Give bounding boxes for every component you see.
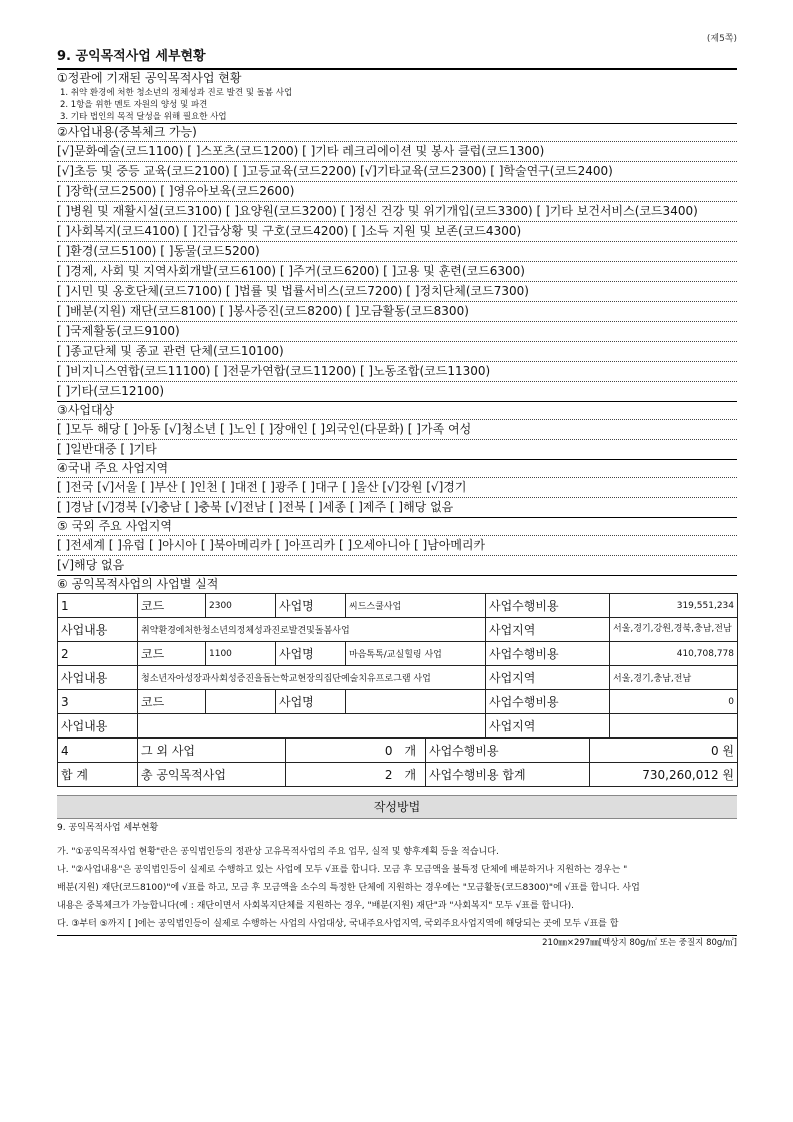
- total-label: 합 계: [58, 763, 138, 787]
- s2-row: [ ]비지니스연합(코드11100) [ ]전문가연합(코드11200) [ ]노동조합(코드11300): [57, 361, 737, 381]
- s5-row: [ ]전세계 [ ]유럽 [ ]아시아 [ ]북아메리카 [ ]아프리카 [ ]오세아니아 [ ]남아메리카: [57, 535, 737, 555]
- s1-item: 2. 1항을 위한 멘토 자원의 양성 및 파견: [60, 100, 208, 110]
- other-count: 0: [286, 739, 396, 763]
- s1-item: 1. 취약 환경에 처한 청소년의 정체성과 진로 발견 및 돌봄 사업: [60, 88, 293, 98]
- form-page: [57, 30, 737, 950]
- table-row: [58, 739, 738, 763]
- s3-row: [ ]일반대중 [ ]기타: [57, 439, 737, 459]
- content-label: 사업내용: [58, 666, 138, 690]
- guide-line: 다. ③부터 ⑤까지 [ ]에는 공익법인등이 실제로 수행하는 사업의 사업대상, 국내주요사업지역, 국외주요사업지역에 해당되는 곳에 모두 √표를 합: [57, 919, 619, 929]
- s3-row: [ ]모두 해당 [ ]아동 [√]청소년 [ ]노인 [ ]장애인 [ ]외국인(다문화) [ ]가족 여성: [57, 419, 737, 439]
- table-row: [58, 666, 738, 690]
- region-value: 서울,경기,강원,경북,충남,전남: [610, 618, 738, 642]
- region-label: 사업지역: [486, 618, 610, 642]
- content-value: 청소년자아성장과사회성증진을돕는학교현장의집단예술치유프로그램 사업: [138, 666, 486, 690]
- s2-row: [ ]경제, 사회 및 지역사회개발(코드6100) [ ]주거(코드6200) [ ]고용 및 훈련(코드6300): [57, 261, 737, 281]
- s4-heading: ④국내 주요 사업지역: [57, 459, 737, 477]
- code-value: [206, 690, 276, 714]
- s4-row: [ ]경남 [√]경북 [√]충남 [ ]충북 [√]전남 [ ]전북 [ ]세종 [ ]제주 [ ]해당 없음: [57, 497, 737, 517]
- code-label: 코드: [138, 690, 206, 714]
- region-value: [610, 714, 738, 738]
- s3-heading: ③사업대상: [57, 401, 737, 419]
- s2-row: [ ]종교단체 및 종교 관련 단체(코드10100): [57, 341, 737, 361]
- row-no: 1: [58, 594, 138, 618]
- cost-value: 319,551,234: [610, 594, 738, 618]
- s6-heading: ⑥ 공익목적사업의 사업별 실적: [57, 575, 737, 593]
- s2-row: [ ]병원 및 재활시설(코드3100) [ ]요양원(코드3200) [ ]정신 건강 및 위기개입(코드3300) [ ]기타 보건서비스(코드3400): [57, 201, 737, 221]
- total-count: 2: [286, 763, 396, 787]
- region-label: 사업지역: [486, 666, 610, 690]
- cost-value: 0: [610, 690, 738, 714]
- cost-label: 사업수행비용: [486, 690, 610, 714]
- name-value: [346, 690, 486, 714]
- content-label: 사업내용: [58, 618, 138, 642]
- s1-item: 3. 기타 법인의 목적 달성을 위해 필요한 사업: [60, 112, 227, 122]
- s2-row: [√]초등 및 중등 교육(코드2100) [ ]고등교육(코드2200) [√]기타교육(코드2300) [ ]학술연구(코드2400): [57, 161, 737, 181]
- guide-line: 나. "②사업내용"은 공익법인등이 실제로 수행하고 있는 사업에 모두 √표를 합니다. 모금 후 모금액을 불특정 단체에 배분하거나 지원하는 경우는 ": [57, 865, 628, 875]
- cost-label: 사업수행비용: [486, 594, 610, 618]
- s2-row: [ ]배분(지원) 재단(코드8100) [ ]봉사증진(코드8200) [ ]모금활동(코드8300): [57, 301, 737, 321]
- table-row: [58, 618, 738, 642]
- region-label: 사업지역: [486, 714, 610, 738]
- cost-label: 사업수행비용: [426, 739, 590, 763]
- s2-row: [ ]시민 및 옹호단체(코드7100) [ ]법률 및 법률서비스(코드7200) [ ]정치단체(코드7300): [57, 281, 737, 301]
- s2-row: [ ]환경(코드5100) [ ]동물(코드5200): [57, 241, 737, 261]
- name-label: 사업명: [276, 594, 346, 618]
- project-table: [57, 593, 738, 738]
- row-no: 3: [58, 690, 138, 714]
- table-row: [58, 690, 738, 714]
- s2-heading: ②사업내용(중복체크 가능): [57, 123, 737, 141]
- unit: 개: [396, 763, 426, 787]
- guide-line: 9. 공익목적사업 세부현황: [57, 823, 159, 833]
- other-label: 그 외 사업: [138, 739, 286, 763]
- s2-row: [ ]사회복지(코드4100) [ ]긴급상황 및 구호(코드4200) [ ]소득 지원 및 보존(코드4300): [57, 221, 737, 241]
- name-value: 마음톡톡/교실힐링 사업: [346, 642, 486, 666]
- guide-line: 내용은 중복체크가 가능합니다(예 : 재단이면서 사회복지단체를 지원하는 경우, "배분(지원) 재단"과 "사회복지" 모두 √표를 합니다).: [57, 901, 574, 911]
- s5-row: [√]해당 없음: [57, 555, 737, 575]
- content-value: 취약환경에처한청소년의정체성과진로발견및돌봄사업: [138, 618, 486, 642]
- region-value: 서울,경기,충남,전남: [610, 666, 738, 690]
- table-row: [58, 642, 738, 666]
- guide-line: 배분(지원) 재단(코드8100)"에 √표를 하고, 모금 후 모금액을 소수의 특정한 단체에 지원하는 경우에는 "모금활동(코드8300)"에 √표를 합니다. 사업: [57, 883, 640, 893]
- total-cost: 730,260,012 원: [590, 763, 738, 787]
- cost-value: 410,708,778: [610, 642, 738, 666]
- cost-label: 사업수행비용: [486, 642, 610, 666]
- content-value: [138, 714, 486, 738]
- unit: 개: [396, 739, 426, 763]
- s2-row: [ ]국제활동(코드9100): [57, 321, 737, 341]
- code-value: 1100: [206, 642, 276, 666]
- table-row: [58, 594, 738, 618]
- name-value: 씨드스쿨사업: [346, 594, 486, 618]
- s1-heading: ①정관에 기재된 공익목적사업 현황: [57, 71, 242, 85]
- total-desc: 총 공익목적사업: [138, 763, 286, 787]
- s5-heading: ⑤ 국외 주요 사업지역: [57, 517, 737, 535]
- row-no: 2: [58, 642, 138, 666]
- s4-row: [ ]전국 [√]서울 [ ]부산 [ ]인천 [ ]대전 [ ]광주 [ ]대구 [ ]울산 [√]강원 [√]경기: [57, 477, 737, 497]
- table-row: [58, 714, 738, 738]
- s2-row: [ ]기타(코드12100): [57, 381, 737, 401]
- name-label: 사업명: [276, 690, 346, 714]
- paper-spec: 210㎜×297㎜[백상지 80g/㎡ 또는 중질지 80g/㎡]: [57, 935, 737, 950]
- s2-row: [√]문화예술(코드1100) [ ]스포츠(코드1200) [ ]기타 레크리에이션 및 봉사 클럽(코드1300): [57, 141, 737, 161]
- summary-table: [57, 738, 738, 787]
- guide-line: 가. "①공익목적사업 현황"란은 공익법인등의 정관상 고유목적사업의 주요 업무, 실적 및 향후계획 등을 적습니다.: [57, 847, 499, 857]
- code-value: 2300: [206, 594, 276, 618]
- code-label: 코드: [138, 642, 206, 666]
- s2-row: [ ]장학(코드2500) [ ]영유아보육(코드2600): [57, 181, 737, 201]
- guide-header: 작성방법: [57, 795, 737, 819]
- code-label: 코드: [138, 594, 206, 618]
- content-label: 사업내용: [58, 714, 138, 738]
- table-row: [58, 763, 738, 787]
- other-cost: 0 원: [590, 739, 738, 763]
- cost-label: 사업수행비용 합계: [426, 763, 590, 787]
- row-no: 4: [58, 739, 138, 763]
- page-number: (제5쪽): [706, 34, 737, 44]
- section-title: 9. 공익목적사업 세부현황: [57, 48, 737, 70]
- name-label: 사업명: [276, 642, 346, 666]
